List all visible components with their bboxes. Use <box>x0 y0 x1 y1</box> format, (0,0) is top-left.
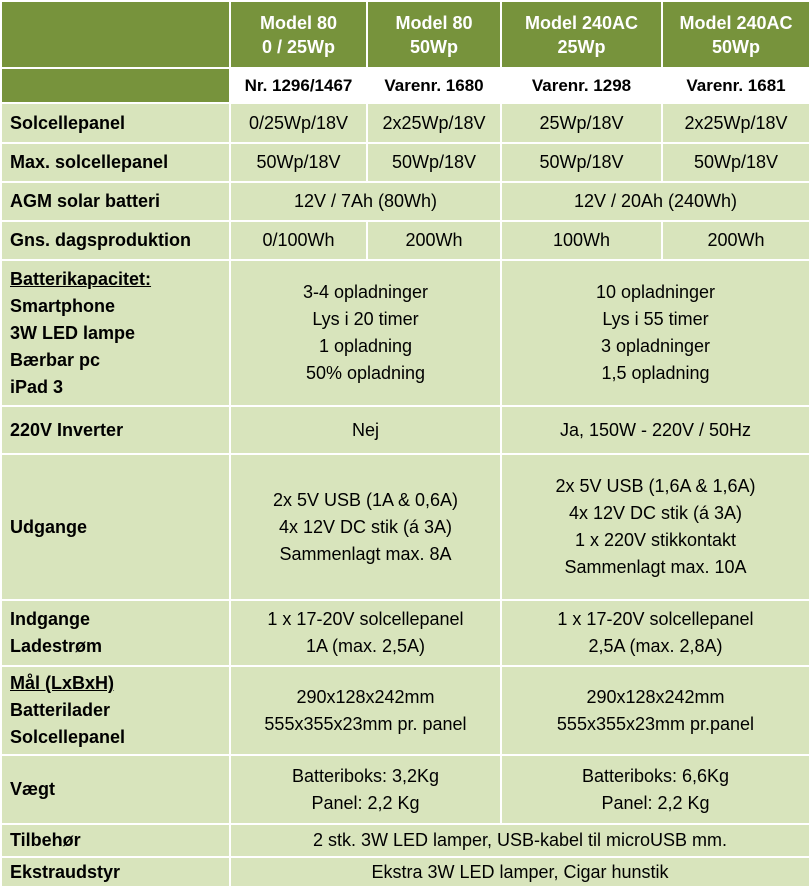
row-solcellepanel <box>1 103 809 143</box>
row-udgange <box>1 454 809 600</box>
value-cell: 200Wh <box>367 221 501 260</box>
value-cell: 290x128x242mm 555x355x23mm pr.panel <box>501 666 809 755</box>
row-tilbehor <box>1 824 809 857</box>
value-cell: Ja, 150W - 220V / 50Hz <box>501 406 809 454</box>
row-maal <box>1 666 809 755</box>
header-row <box>1 1 809 68</box>
value-cell: 25Wp/18V <box>501 103 662 143</box>
article-number-cell: Varenr. 1680 <box>367 68 501 103</box>
article-number-cell: Varenr. 1298 <box>501 68 662 103</box>
value-cell: 50Wp/18V <box>662 143 809 182</box>
row-label: AGM solar batteri <box>1 182 230 221</box>
row-label: Solcellepanel <box>1 103 230 143</box>
value-cell: 1 x 17-20V solcellepanel 1A (max. 2,5A) <box>230 600 501 666</box>
row-ekstraudstyr <box>1 857 809 887</box>
article-number-corner <box>1 68 230 103</box>
row-220v-inverter <box>1 406 809 454</box>
value-cell: 2x25Wp/18V <box>662 103 809 143</box>
row-label: 220V Inverter <box>1 406 230 454</box>
value-cell: Ekstra 3W LED lamper, Cigar hunstik <box>230 857 809 887</box>
row-label: Max. solcellepanel <box>1 143 230 182</box>
value-cell: 50Wp/18V <box>230 143 367 182</box>
article-number-cell: Varenr. 1681 <box>662 68 809 103</box>
row-label: Mål (LxBxH) Batterilader Solcellepanel <box>1 666 230 755</box>
value-cell: 100Wh <box>501 221 662 260</box>
header-corner <box>1 1 230 68</box>
value-cell: 0/25Wp/18V <box>230 103 367 143</box>
row-indgange <box>1 600 809 666</box>
value-cell: 290x128x242mm 555x355x23mm pr. panel <box>230 666 501 755</box>
row-max-solcellepanel <box>1 143 809 182</box>
row-label: Batterikapacitet: Smartphone 3W LED lampe Bærbar pc iPad 3 <box>1 260 230 406</box>
value-cell: 2 stk. 3W LED lamper, USB-kabel til microUSB mm. <box>230 824 809 857</box>
row-label: Vægt <box>1 755 230 824</box>
row-agm-solar-batteri <box>1 182 809 221</box>
value-cell: 2x 5V USB (1A & 0,6A) 4x 12V DC stik (á 3A) Sammenlagt max. 8A <box>230 454 501 600</box>
value-cell: 12V / 20Ah (240Wh) <box>501 182 809 221</box>
value-cell: 2x25Wp/18V <box>367 103 501 143</box>
value-cell: 0/100Wh <box>230 221 367 260</box>
row-label: Udgange <box>1 454 230 600</box>
header-model-240ac-50wp: Model 240AC 50Wp <box>662 1 809 68</box>
row-label: Tilbehør <box>1 824 230 857</box>
value-cell: Batteriboks: 3,2Kg Panel: 2,2 Kg <box>230 755 501 824</box>
header-model-240ac-25wp: Model 240AC 25Wp <box>501 1 662 68</box>
value-cell: 50Wp/18V <box>501 143 662 182</box>
value-cell: 2x 5V USB (1,6A & 1,6A) 4x 12V DC stik (á 3A) 1 x 220V stikkontakt Sammenlagt max. 10A <box>501 454 809 600</box>
value-cell: Nej <box>230 406 501 454</box>
value-cell: 1 x 17-20V solcellepanel 2,5A (max. 2,8A) <box>501 600 809 666</box>
header-model-80-50wp: Model 80 50Wp <box>367 1 501 68</box>
article-number-row <box>1 68 809 103</box>
header-model-80-25wp: Model 80 0 / 25Wp <box>230 1 367 68</box>
value-cell: 50Wp/18V <box>367 143 501 182</box>
value-cell: 3-4 opladninger Lys i 20 timer 1 opladning 50% opladning <box>230 260 501 406</box>
value-cell: Batteriboks: 6,6Kg Panel: 2,2 Kg <box>501 755 809 824</box>
row-label: Gns. dagsproduktion <box>1 221 230 260</box>
row-gns-dagsproduktion <box>1 221 809 260</box>
row-label: Indgange Ladestrøm <box>1 600 230 666</box>
value-cell: 200Wh <box>662 221 809 260</box>
row-batterikapacitet <box>1 260 809 406</box>
article-number-cell: Nr. 1296/1467 <box>230 68 367 103</box>
value-cell: 10 opladninger Lys i 55 timer 3 opladninger 1,5 opladning <box>501 260 809 406</box>
row-label: Ekstraudstyr <box>1 857 230 887</box>
value-cell: 12V / 7Ah (80Wh) <box>230 182 501 221</box>
row-vaegt <box>1 755 809 824</box>
